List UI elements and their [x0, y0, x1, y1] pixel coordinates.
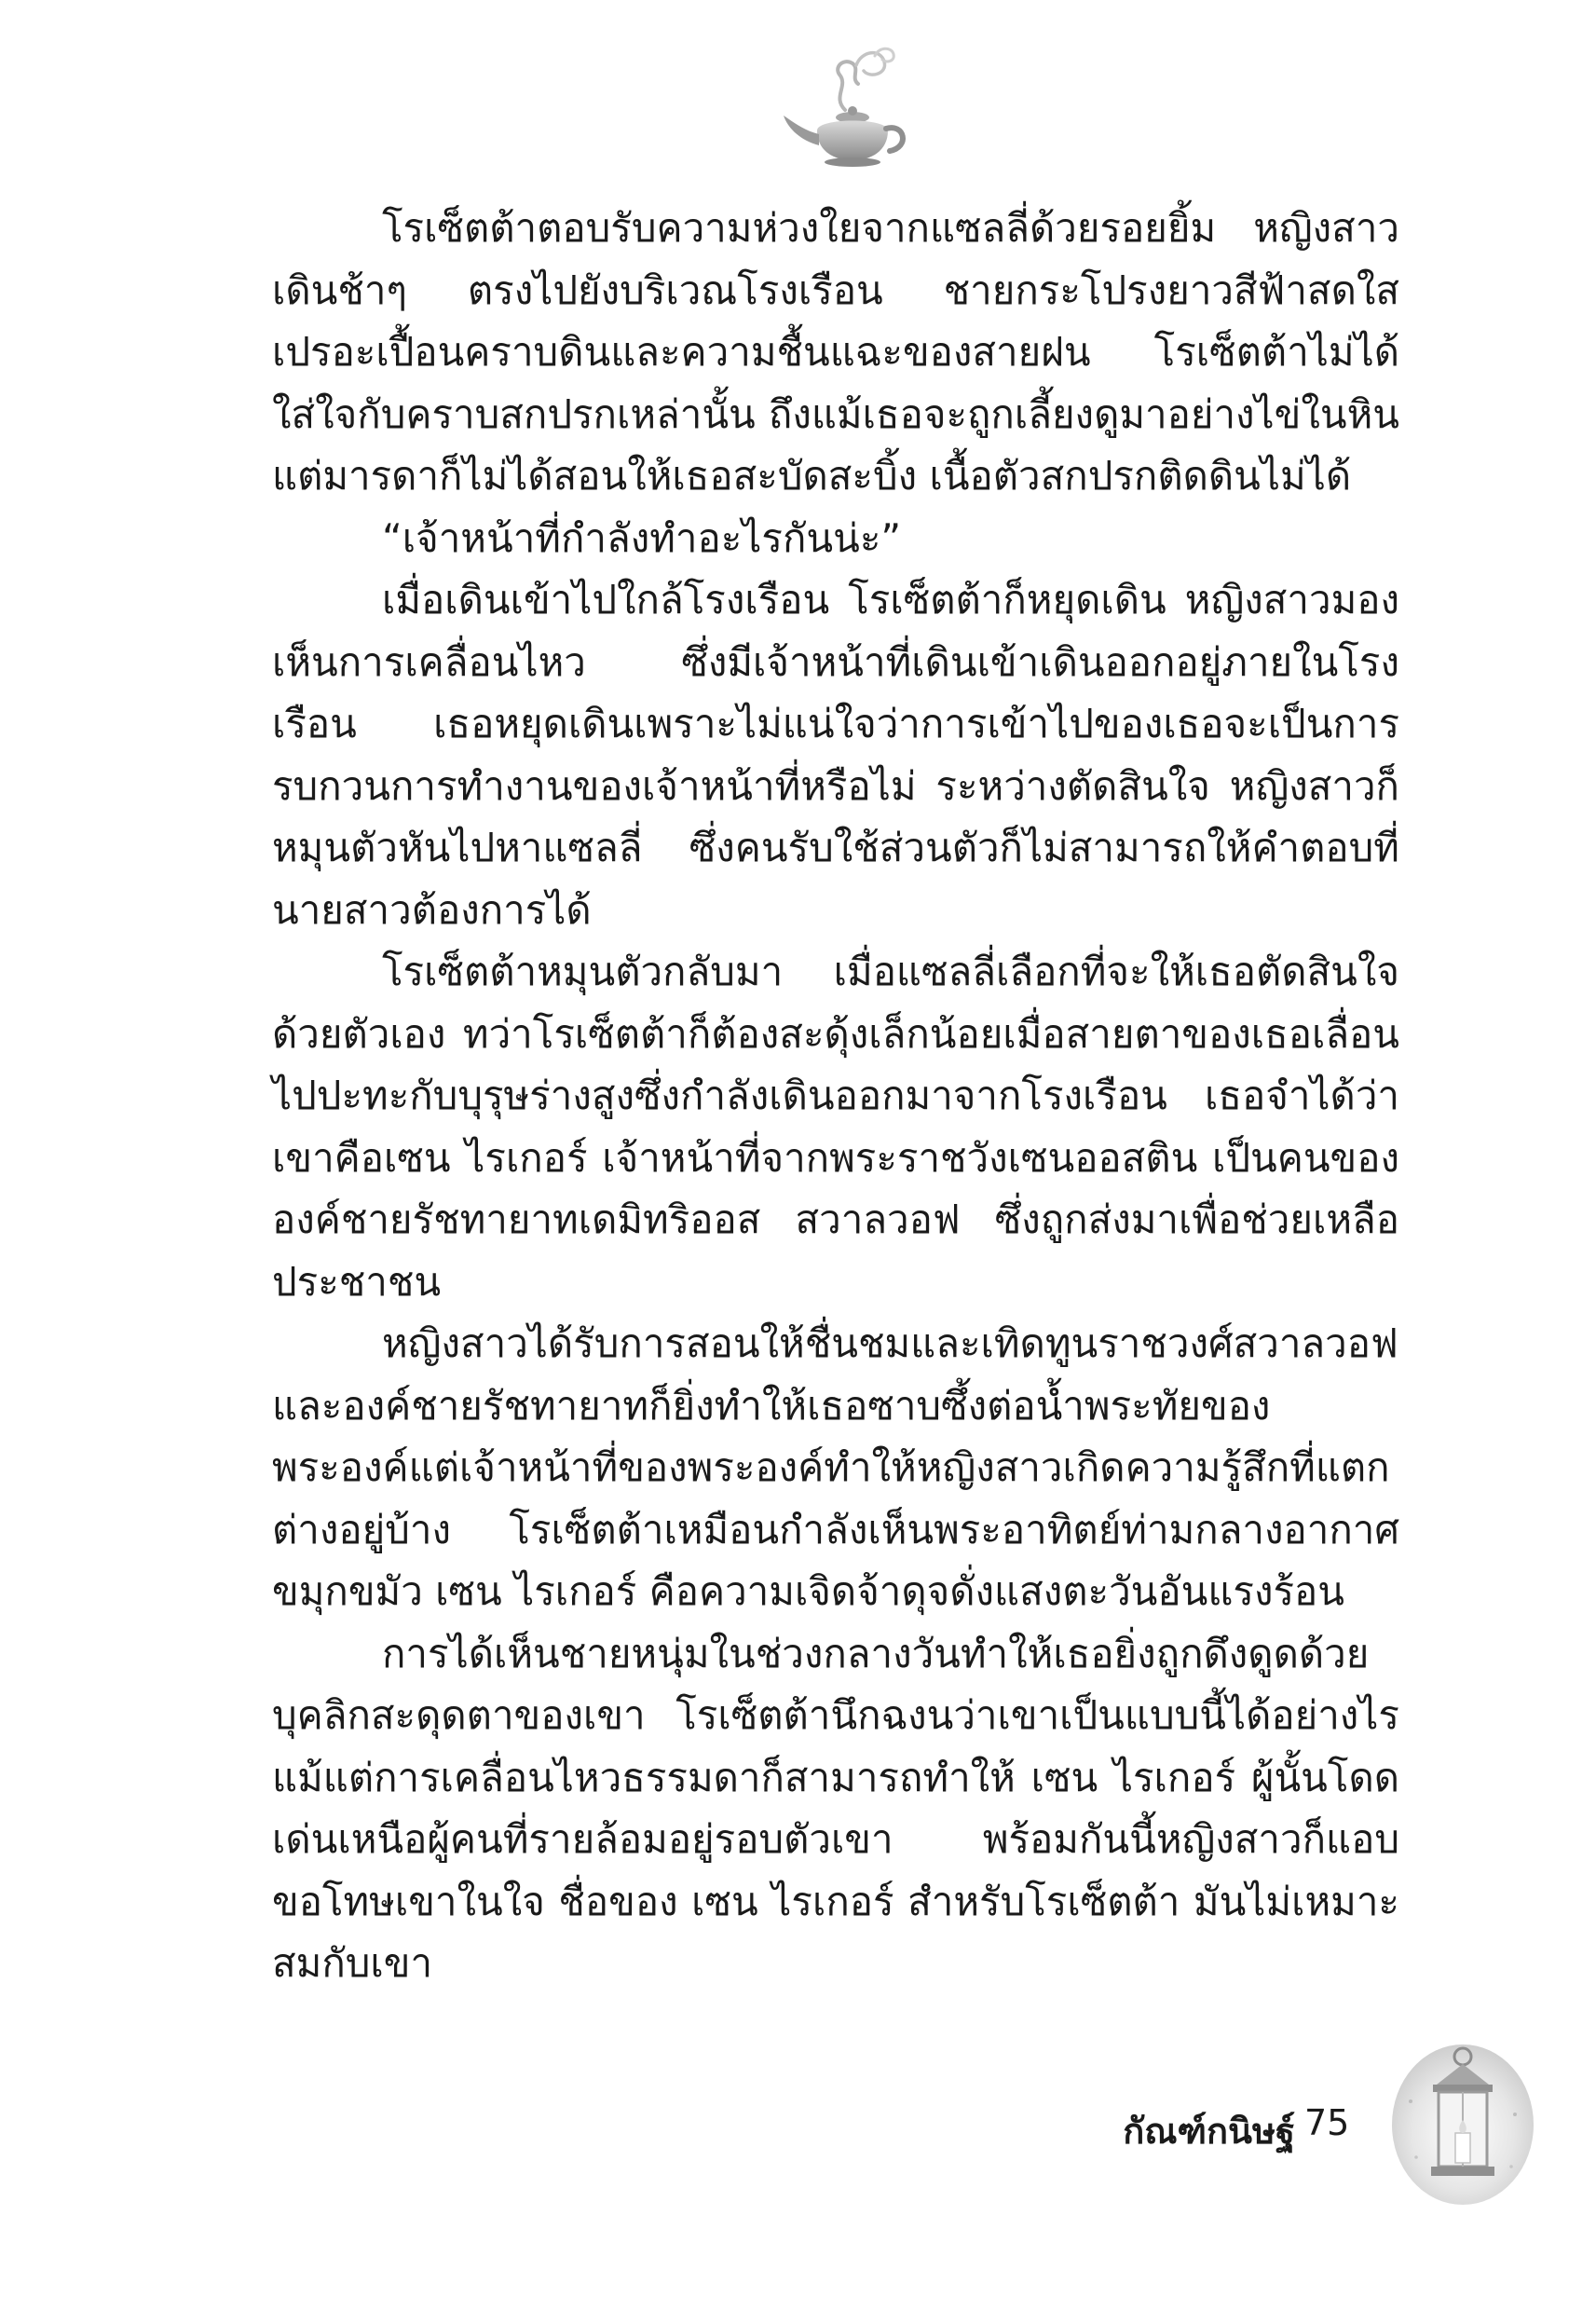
paragraph: โรเซ็ตต้าตอบรับความห่วงใยจากแซลลี่ด้วยรอยยิ้ม หญิงสาวเดินช้าๆ ตรงไปยังบริเวณโรงเรือน ชายกระโปรงยาวสีฟ้าสดใสเปรอะเปื้อนคราบดินและความชื้นแฉะของสายฝน โรเซ็ตต้าไม่ได้ใส่ใจกับคราบสกปรกเหล่านั้น ถึงแม้เธอจะถูกเลี้ยงดูมาอย่างไข่ในหิน แต่มารดาก็ไม่ได้สอนให้เธอสะบัดสะบิ้ง เนื้อตัวสกปรกติดดินไม่ได้	[272, 205, 1399, 499]
paragraph: หญิงสาวได้รับการสอนให้ชื่นชมและเทิดทูนราชวงศ์สวาลวอฟและองค์ชายรัชทายาทก็ยิ่งทำให้เธอซาบซึ้งต่อน้ำพระทัยของพระองค์แต่เจ้าหน้าที่ของพระองค์ทำให้หญิงสาวเกิดความรู้สึกที่แตกต่างอยู่บ้าง โรเซ็ตต้าเหมือนกำลังเห็นพระอาทิตย์ท่ามกลางอากาศขมุกขมัว เซน ไรเกอร์ คือความเจิดจ้าดุจดั่งแสงตะวันอันแรงร้อน	[272, 1320, 1399, 1614]
book-title: กัณฑ์กนิษฐ์	[1123, 2111, 1295, 2152]
body-text	[272, 198, 1399, 1995]
paragraph: การได้เห็นชายหนุ่มในช่วงกลางวันทำให้เธอยิ่งถูกดึงดูดด้วยบุคลิกสะดุดตาของเขา โรเซ็ตต้านึกฉงนว่าเขาเป็นแบบนี้ได้อย่างไร แม้แต่การเคลื่อนไหวธรรมดาก็สามารถทำให้ เซน ไรเกอร์ ผู้นั้นโดดเด่นเหนือผู้คนที่รายล้อมอยู่รอบตัวเขา พร้อมกันนี้หญิงสาวก็แอบขอโทษเขาในใจ ชื่อของ เซน ไรเกอร์ สำหรับโรเซ็ตต้า มันไม่เหมาะสมกับเขา	[272, 1630, 1399, 1986]
lantern-icon	[1388, 2036, 1537, 2208]
paragraph: เมื่อเดินเข้าไปใกล้โรงเรือน โรเซ็ตต้าก็หยุดเดิน หญิงสาวมองเห็นการเคลื่อนไหว ซึ่งมีเจ้าหน้าที่เดินเข้าเดินออกอยู่ภายในโรงเรือน เธอหยุดเดินเพราะไม่แน่ใจว่าการเข้าไปของเธอจะเป็นการรบกวนการทำงานของเจ้าหน้าที่หรือไม่ ระหว่างตัดสินใจ หญิงสาวก็หมุนตัวหันไปหาแซลลี่ ซึ่งคนรับใช้ส่วนตัวก็ไม่สามารถให้คำตอบที่นายสาวต้องการได้	[272, 577, 1399, 933]
page-number: 75	[1304, 2102, 1350, 2143]
paragraph: โรเซ็ตต้าหมุนตัวกลับมา เมื่อแซลลี่เลือกที่จะให้เธอตัดสินใจด้วยตัวเอง ทว่าโรเซ็ตต้าก็ต้องสะดุ้งเล็กน้อยเมื่อสายตาของเธอเลื่อนไปปะทะกับบุรุษร่างสูงซึ่งกำลังเดินออกมาจากโรงเรือน เธอจำได้ว่าเขาคือเซน ไรเกอร์ เจ้าหน้าที่จากพระราชวังเซนออสติน เป็นคนขององค์ชายรัชทายาทเดมิทริออส สวาลวอฟ ซึ่งถูกส่งมาเพื่อช่วยเหลือประชาชน	[272, 949, 1399, 1305]
teapot-ornament-icon	[759, 37, 927, 177]
paragraph-dialogue: “เจ้าหน้าที่กำลังทำอะไรกันน่ะ”	[382, 514, 902, 561]
